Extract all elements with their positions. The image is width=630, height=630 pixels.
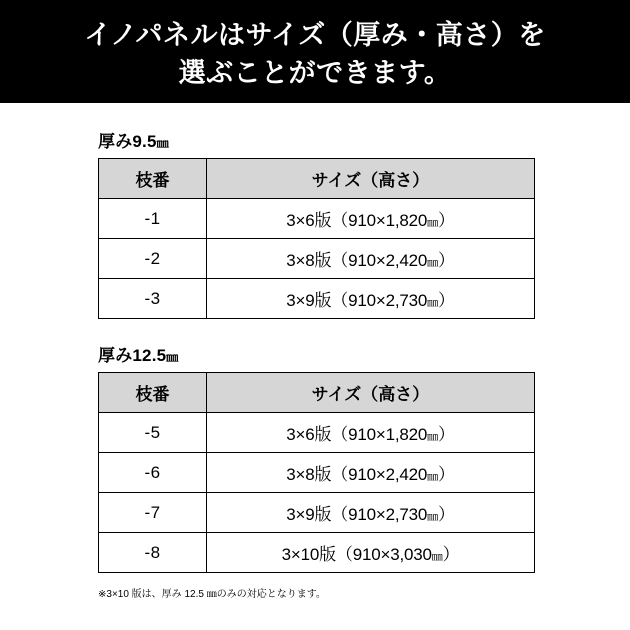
- cell-size-text: 3×8版（910×2,420: [286, 251, 428, 270]
- table-row: [99, 453, 535, 493]
- content-area: [0, 127, 630, 600]
- cell-size-tail: ）: [437, 291, 455, 310]
- cell-size-tail: ）: [442, 545, 460, 564]
- cell-size-text: 3×9版（910×2,730: [286, 505, 428, 524]
- cell-size-tail: ）: [437, 505, 455, 524]
- cell-size-tail: ）: [437, 251, 455, 270]
- section-title-main-9-5: 厚み9.5: [98, 132, 157, 151]
- section-title-unit-12-5: ㎜: [166, 350, 179, 364]
- table-row: [99, 239, 535, 279]
- cell-size-tail: ）: [437, 425, 455, 444]
- size-table-9-5: [98, 158, 535, 319]
- table-row: [99, 413, 535, 453]
- cell-size-text: 3×9版（910×2,730: [286, 291, 428, 310]
- cell-size-tail: ）: [437, 211, 455, 230]
- cell-size: [207, 493, 535, 533]
- cell-code: -8: [99, 533, 207, 573]
- banner-title-line-2: 選ぶことができます。: [178, 57, 452, 88]
- section-thickness-12-5: [98, 341, 535, 573]
- cell-size-unit: ㎜: [427, 297, 438, 309]
- cell-code: -7: [99, 493, 207, 533]
- table-header-row: [99, 373, 535, 413]
- section-thickness-9-5: [98, 127, 535, 319]
- cell-size-text: 3×6版（910×1,820: [286, 211, 428, 230]
- banner-title-line-1: イノパネルはサイズ（厚み・高さ）を: [84, 19, 546, 50]
- cell-size: [207, 199, 535, 239]
- column-header-code: 枝番: [99, 373, 207, 413]
- cell-size-unit: ㎜: [427, 511, 438, 523]
- cell-size-tail: ）: [437, 465, 455, 484]
- table-row: [99, 279, 535, 319]
- cell-size: [207, 453, 535, 493]
- cell-size-unit: ㎜: [427, 217, 438, 229]
- cell-code: -1: [99, 199, 207, 239]
- cell-size-unit: ㎜: [427, 431, 438, 443]
- cell-size-text: 3×10版（910×3,030: [281, 545, 432, 564]
- cell-size-unit: ㎜: [431, 551, 443, 563]
- cell-size: [207, 279, 535, 319]
- section-title-main-12-5: 厚み12.5: [98, 346, 167, 365]
- column-header-code: 枝番: [99, 159, 207, 199]
- header-banner: [0, 0, 630, 103]
- cell-code: -2: [99, 239, 207, 279]
- cell-code: -6: [99, 453, 207, 493]
- column-header-size: サイズ（高さ）: [207, 373, 535, 413]
- footnote: ※3×10 版は、厚み 12.5 ㎜のみの対応となります。: [98, 589, 326, 600]
- table-row: [99, 199, 535, 239]
- cell-size-text: 3×6版（910×1,820: [286, 425, 428, 444]
- column-header-size: サイズ（高さ）: [207, 159, 535, 199]
- cell-size-unit: ㎜: [427, 257, 438, 269]
- cell-size: [207, 533, 535, 573]
- size-table-12-5: [98, 372, 535, 573]
- cell-size-unit: ㎜: [427, 471, 438, 483]
- cell-code: -3: [99, 279, 207, 319]
- section-title-9-5: [98, 127, 535, 152]
- table-row: [99, 493, 535, 533]
- table-header-row: [99, 159, 535, 199]
- table-row: [99, 533, 535, 573]
- cell-code: -5: [99, 413, 207, 453]
- section-title-12-5: [98, 341, 535, 366]
- cell-size: [207, 413, 535, 453]
- cell-size-text: 3×8版（910×2,420: [286, 465, 428, 484]
- cell-size: [207, 239, 535, 279]
- section-title-unit-9-5: ㎜: [156, 136, 169, 150]
